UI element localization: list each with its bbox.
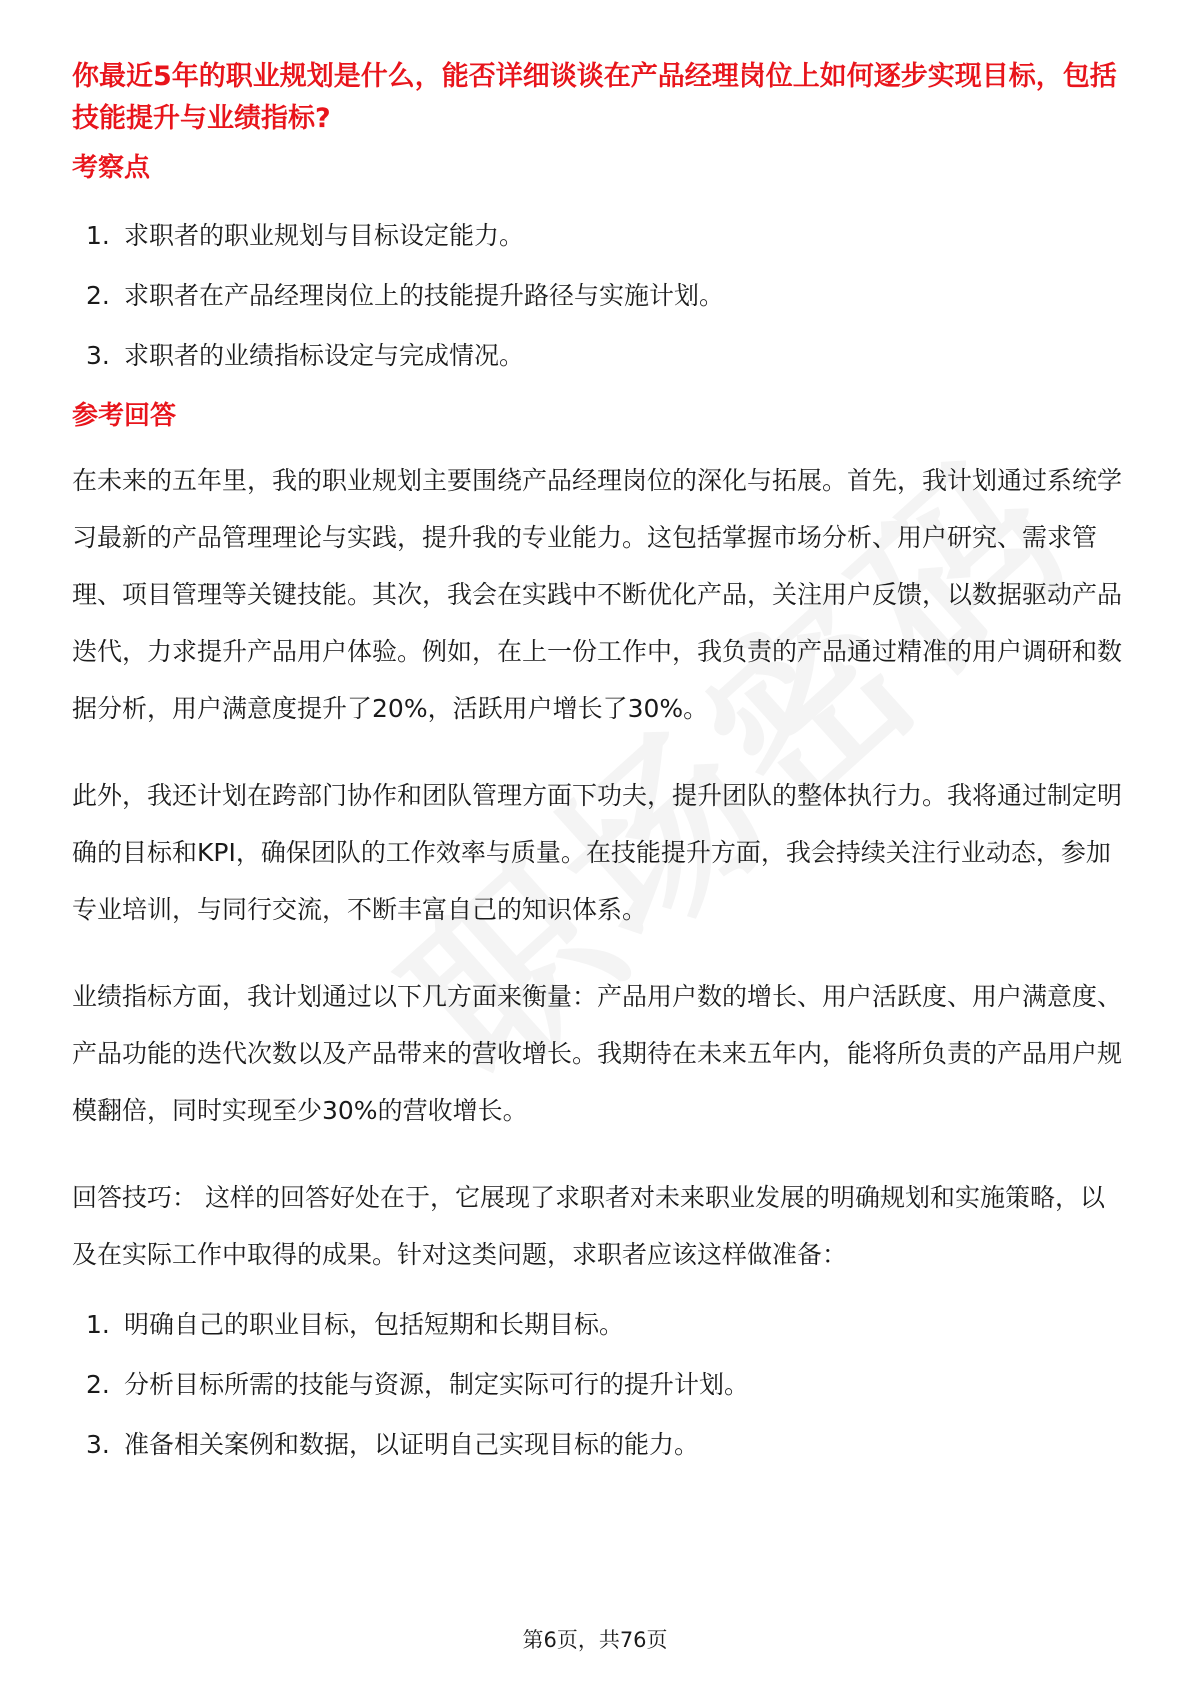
answer-paragraph: 在未来的五年里，我的职业规划主要围绕产品经理岗位的深化与拓展。首先，我计划通过系统学习最新的产品管理理论与实践，提升我的专业能力。这包括掌握市场分析、用户研究、需求管理、项目管理等关键技能。其次，我会在实践中不断优化产品，关注用户反馈，以数据驱动产品迭代，力求提升产品用户体验。例如，在上一份工作中，我负责的产品通过精准的用户调研和数据分析，用户满意度提升了20%，活跃用户增长了30%。 xyxy=(72,466,1123,723)
list-item: 1. 求职者的职业规划与目标设定能力。 xyxy=(86,221,525,250)
section-title-answer: 参考回答 xyxy=(72,401,177,431)
list-item: 3. 准备相关案例和数据，以证明自己实现目标的能力。 xyxy=(86,1430,700,1459)
section-title-points: 考察点 xyxy=(72,153,151,183)
question-heading: 你最近5年的职业规划是什么，能否详细谈谈在产品经理岗位上如何逐步实现目标，包括技能提升与业绩指标? xyxy=(72,61,1117,134)
points-list xyxy=(72,216,1122,376)
tips-paragraph: 回答技巧： 这样的回答好处在于，它展现了求职者对未来职业发展的明确规划和实施策略，以及在实际工作中取得的成果。针对这类问题，求职者应该这样做准备： xyxy=(72,1183,1105,1269)
answer-paragraph: 业绩指标方面，我计划通过以下几方面来衡量：产品用户数的增长、用户活跃度、用户满意度、产品功能的迭代次数以及产品带来的营收增长。我期待在未来五年内，能将所负责的产品用户规模翻倍，同时实现至少30%的营收增长。 xyxy=(72,982,1123,1125)
list-item: 3. 求职者的业绩指标设定与完成情况。 xyxy=(86,341,525,370)
list-item: 2. 求职者在产品经理岗位上的技能提升路径与实施计划。 xyxy=(86,281,725,310)
answer-paragraph: 此外，我还计划在跨部门协作和团队管理方面下功夫，提升团队的整体执行力。我将通过制定明确的目标和KPI，确保团队的工作效率与质量。在技能提升方面，我会持续关注行业动态，参加专业培训，与同行交流，不断丰富自己的知识体系。 xyxy=(72,781,1123,924)
page-footer: 第6页，共76页 xyxy=(522,1628,668,1652)
content xyxy=(72,56,1122,1485)
tips-list xyxy=(72,1305,1122,1465)
list-item: 2. 分析目标所需的技能与资源，制定实际可行的提升计划。 xyxy=(86,1370,750,1399)
list-item: 1. 明确自己的职业目标，包括短期和长期目标。 xyxy=(86,1310,625,1339)
